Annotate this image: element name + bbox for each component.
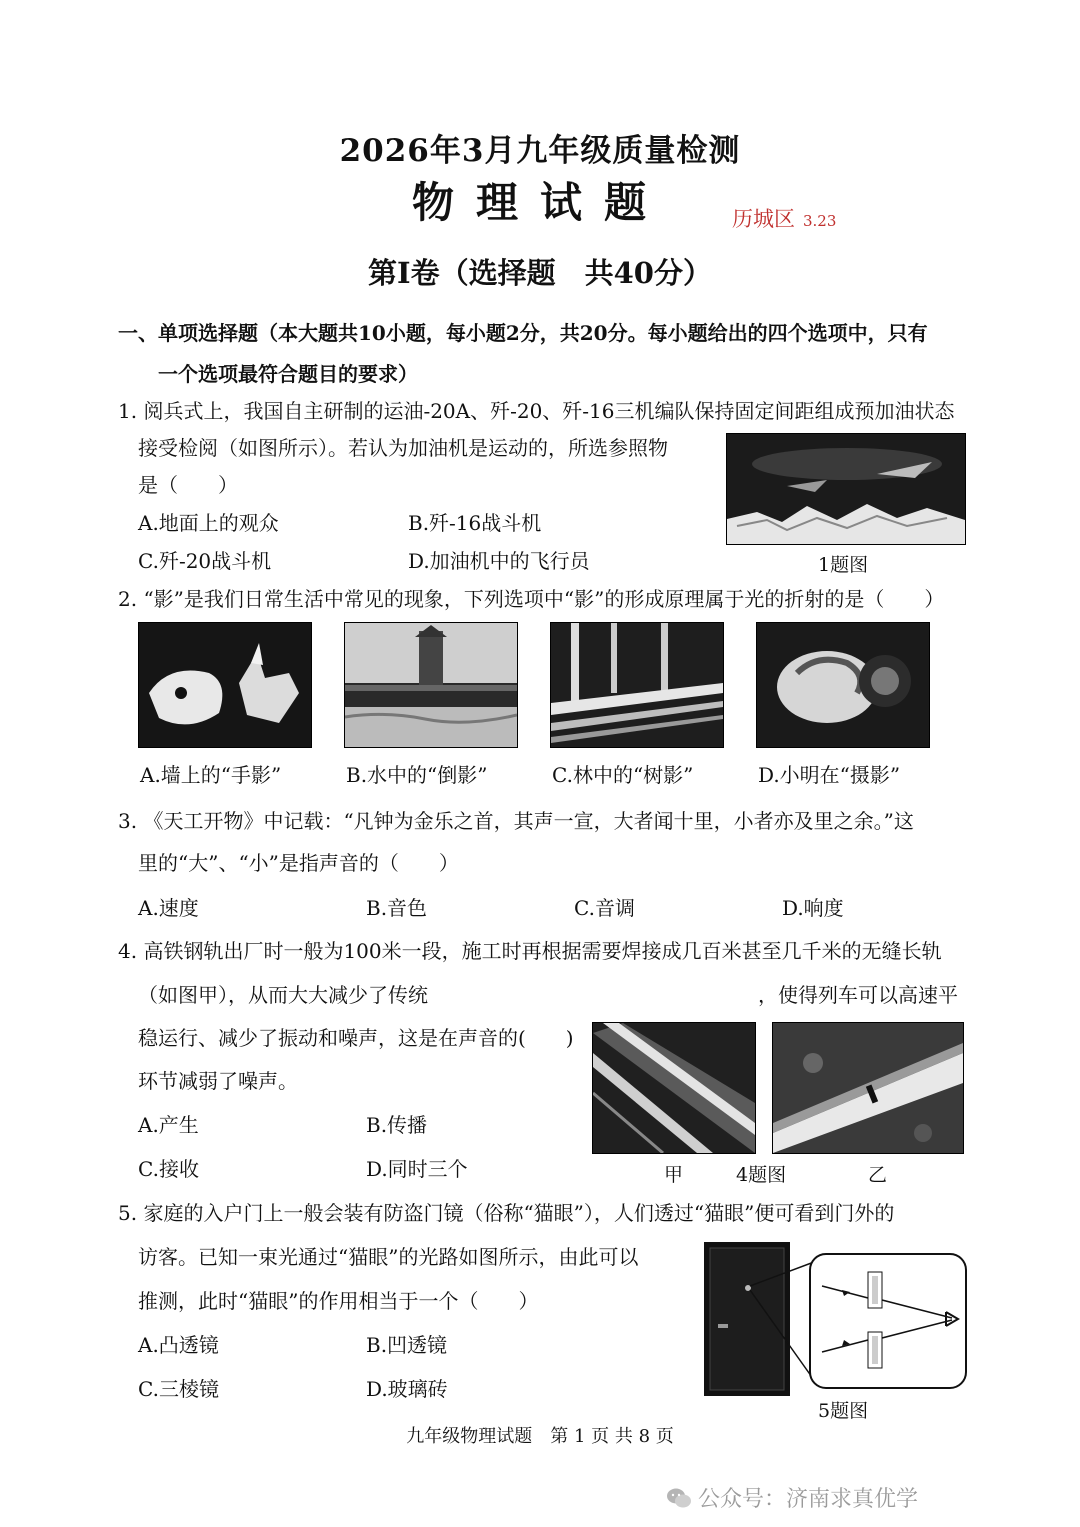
q5-line1: 5. 家庭的入户门上一般会装有防盗门镜（俗称“猫眼”），人们透过“猫眼”便可看到门外的	[118, 1201, 895, 1225]
q4-option-a: A.产生	[138, 1113, 199, 1137]
q2-option-a: A.墙上的“手影”	[140, 763, 282, 787]
q1-line2: 接受检阅（如图所示）。若认为加油机是运动的，所选参照物	[138, 436, 668, 460]
subject-title: 物理试题	[411, 178, 668, 227]
q1-line3: 是（ ）	[138, 473, 238, 497]
q2-figure-water-reflection	[344, 622, 518, 748]
q3-option-c: C.音调	[574, 896, 635, 920]
q1-figure-caption: 1题图	[818, 554, 869, 576]
q5-option-c: C.三棱镜	[138, 1377, 219, 1401]
q5-line2: 访客。已知一束光通过“猫眼”的光路如图所示，由此可以	[138, 1245, 639, 1269]
q1-option-c: C.歼-20战斗机	[138, 549, 272, 573]
watermark	[666, 1482, 918, 1513]
q5-line3: 推测，此时“猫眼”的作用相当于一个（ ）	[138, 1289, 539, 1313]
stamp-district: 历城区	[732, 207, 795, 231]
q4-figure-label-left: 甲	[664, 1164, 684, 1186]
q5-figure-caption: 5题图	[818, 1400, 869, 1422]
q2-figure-camera-photo	[756, 622, 930, 748]
q4-line1: 4. 高铁钢轨出厂时一般为100米一段，施工时再根据需要焊接成几百米甚至几千米的无缝长轨	[118, 939, 942, 963]
q3-option-b: B.音色	[366, 896, 428, 920]
q4-line3: 稳运行、减少了振动和噪声，这是在声音的( )	[138, 1026, 574, 1050]
q4-figure-label-right: 乙	[868, 1164, 888, 1186]
q4-line2b: ，使得列车可以高速平	[758, 983, 958, 1007]
stamp-date: 3.23	[803, 212, 837, 230]
page-footer: 九年级物理试题 第 1 页 共 8 页	[406, 1426, 674, 1447]
part-heading-line2: 一个选项最符合题目的要求）	[158, 362, 418, 386]
q3-line2: 里的“大”、“小”是指声音的（ ）	[138, 851, 459, 875]
q4-option-b: B.传播	[366, 1113, 428, 1137]
q5-option-b: B.凹透镜	[366, 1333, 448, 1357]
q4-figure-seamless-rail	[592, 1022, 756, 1154]
q5-figure-peephole-diagram	[702, 1240, 968, 1400]
q1-figure-aircraft-formation	[726, 433, 966, 545]
q1-option-b: B.歼-16战斗机	[408, 511, 542, 535]
q1-line1: 1. 阅兵式上，我国自主研制的运油-20A、歼-20、歼-16三机编队保持固定间距组成预加油状态	[118, 399, 955, 423]
q4-line2a: （如图甲），从而大大减少了传统	[138, 983, 428, 1007]
q5-option-a: A.凸透镜	[138, 1333, 219, 1357]
watermark-text: 公众号：济南求真优学	[698, 1487, 919, 1512]
q4-option-c: C.接收	[138, 1157, 199, 1181]
section-title: 第Ⅰ卷（选择题 共40分）	[368, 256, 712, 290]
q3-option-d: D.响度	[782, 896, 844, 920]
q2-stem: 2. “影”是我们日常生活中常见的现象，下列选项中“影”的形成原理属于光的折射的是（ ）	[118, 587, 945, 611]
q4-option-d: D.同时三个	[366, 1157, 468, 1181]
district-stamp	[732, 203, 836, 233]
q2-option-c: C.林中的“树影”	[552, 763, 694, 787]
q2-figure-tree-shadow	[550, 622, 724, 748]
q4-figure-caption: 4题图	[736, 1164, 787, 1186]
q3-option-a: A.速度	[138, 896, 199, 920]
q1-option-d: D.加油机中的飞行员	[408, 549, 590, 573]
part-heading-line1: 一、单项选择题（本大题共10小题，每小题2分，共20分。每小题给出的四个选项中，只有	[118, 321, 928, 345]
q2-option-b: B.水中的“倒影”	[346, 763, 488, 787]
q4-line4: 环节减弱了噪声。	[138, 1069, 298, 1093]
q2-option-d: D.小明在“摄影”	[758, 763, 901, 787]
q4-figure-rail-joint	[772, 1022, 964, 1154]
wechat-icon	[666, 1487, 692, 1509]
q1-option-a: A.地面上的观众	[138, 511, 279, 535]
exam-title: 2026年3月九年级质量检测	[339, 133, 741, 169]
q2-figure-hand-shadow	[138, 622, 312, 748]
q5-option-d: D.玻璃砖	[366, 1377, 448, 1401]
q3-line1: 3. 《天工开物》中记载：“凡钟为金乐之首，其声一宣，大者闻十里，小者亦及里之余。”这	[118, 809, 914, 833]
